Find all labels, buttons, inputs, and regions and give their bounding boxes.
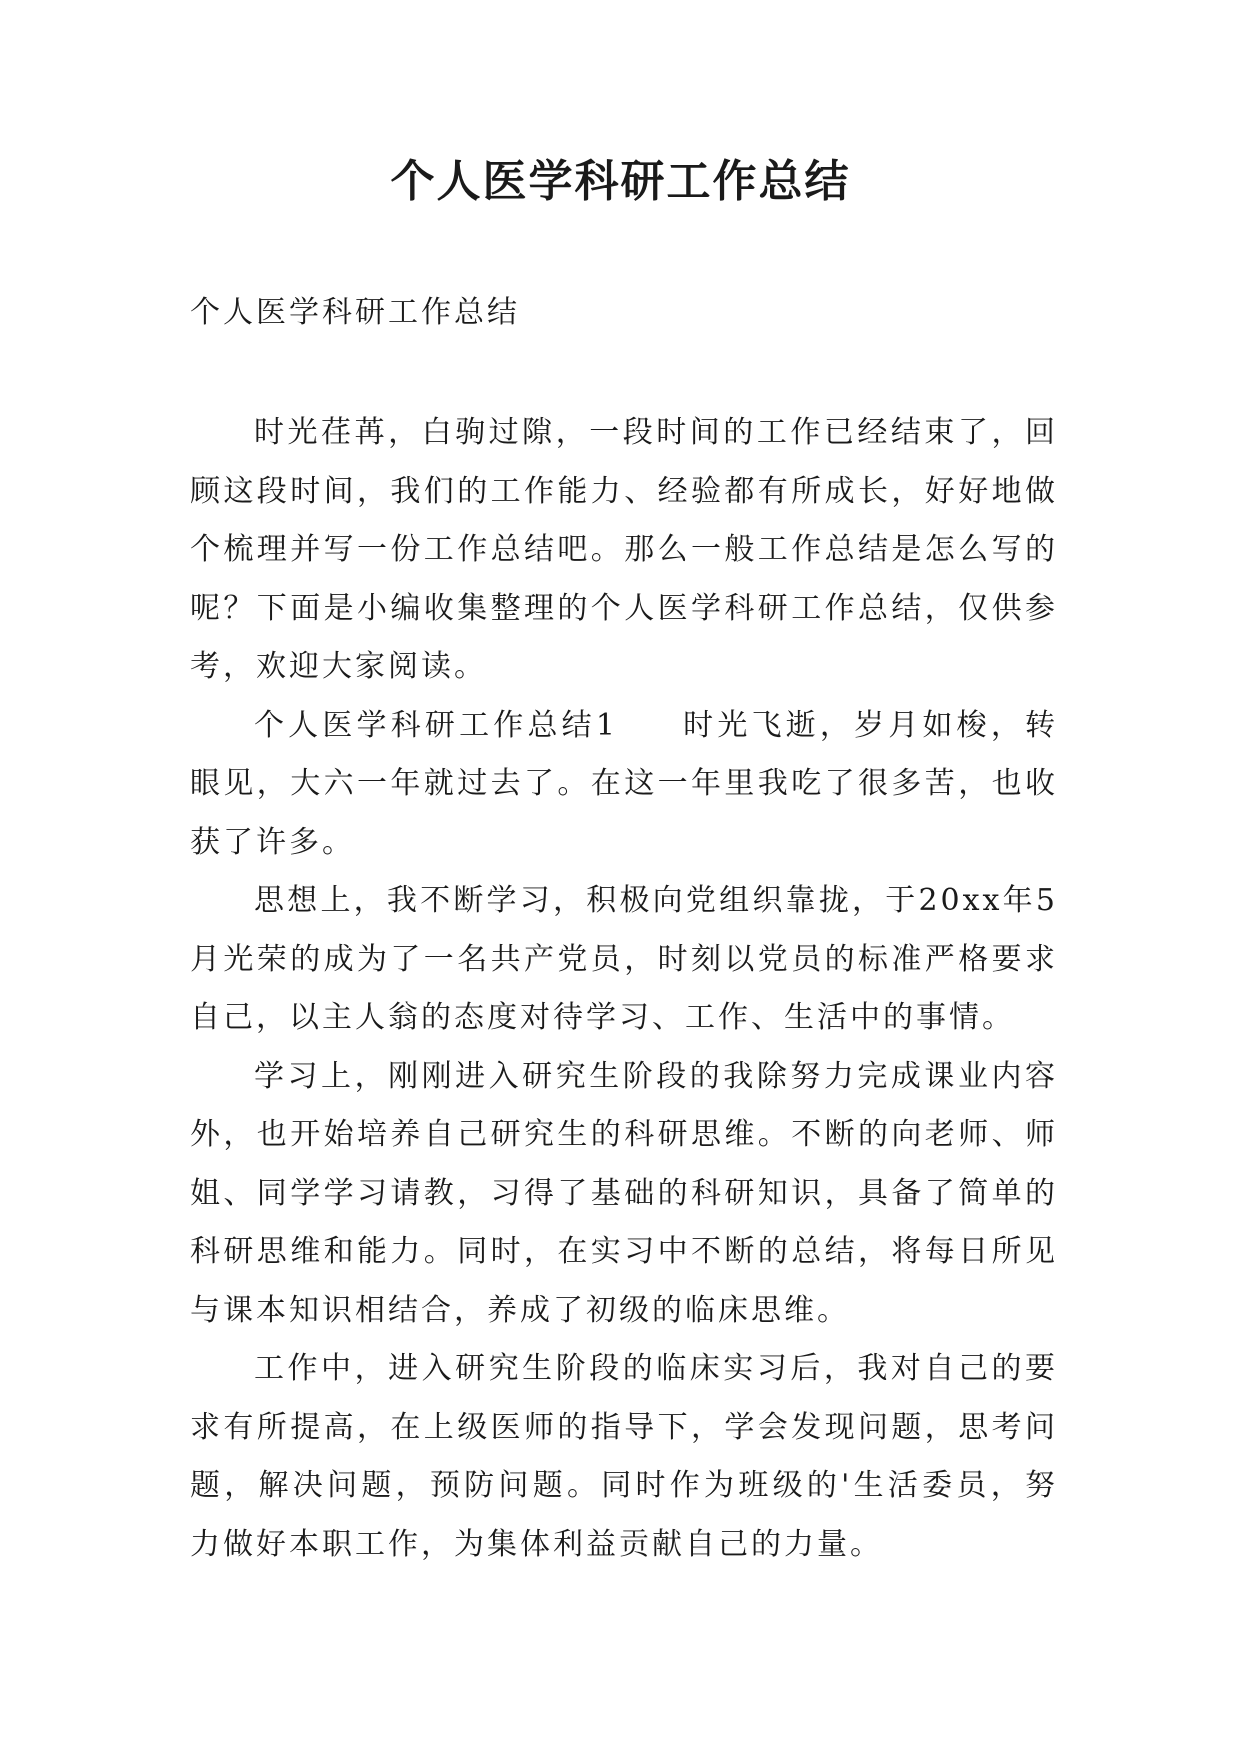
study-paragraph: 学习上，刚刚进入研究生阶段的我除努力完成课业内容外，也开始培养自己研究生的科研思维。不断的向老师、师姐、同学学习请教，习得了基础的科研知识，具备了简单的科研思维和能力。同时，在实习中不断的总结，将每日所见与课本知识相结合，养成了初级的临床思维。	[190, 1058, 1058, 1328]
section-1-text: 时光飞逝，岁月如梭，转眼见，大六一年就过去了。在这一年里我吃了很多苦，也收获了许多。	[190, 707, 1058, 860]
work-paragraph: 工作中，进入研究生阶段的临床实习后，我对自己的要求有所提高，在上级医师的指导下，学会发现问题，思考问题，解决问题，预防问题。同时作为班级的'生活委员，努力做好本职工作，为集体利益贡献自己的力量。	[190, 1351, 1058, 1562]
document-subtitle: 个人医学科研工作总结	[190, 295, 520, 330]
ideology-paragraph: 思想上，我不断学习，积极向党组织靠拢，于20xx年5月光荣的成为了一名共产党员，时刻以党员的标准严格要求自己，以主人翁的态度对待学习、工作、生活中的事情。	[190, 883, 1058, 1035]
section-1-paragraph	[190, 697, 1058, 873]
document-body	[190, 404, 1058, 1574]
intro-paragraph: 时光荏苒，白驹过隙，一段时间的工作已经结束了，回顾这段时间，我们的工作能力、经验都有所成长，好好地做个梳理并写一份工作总结吧。那么一般工作总结是怎么写的呢？下面是小编收集整理的个人医学科研工作总结，仅供参考，欢迎大家阅读。	[190, 415, 1058, 684]
section-1-heading: 个人医学科研工作总结1	[254, 707, 618, 743]
document-title: 个人医学科研工作总结	[390, 156, 851, 207]
